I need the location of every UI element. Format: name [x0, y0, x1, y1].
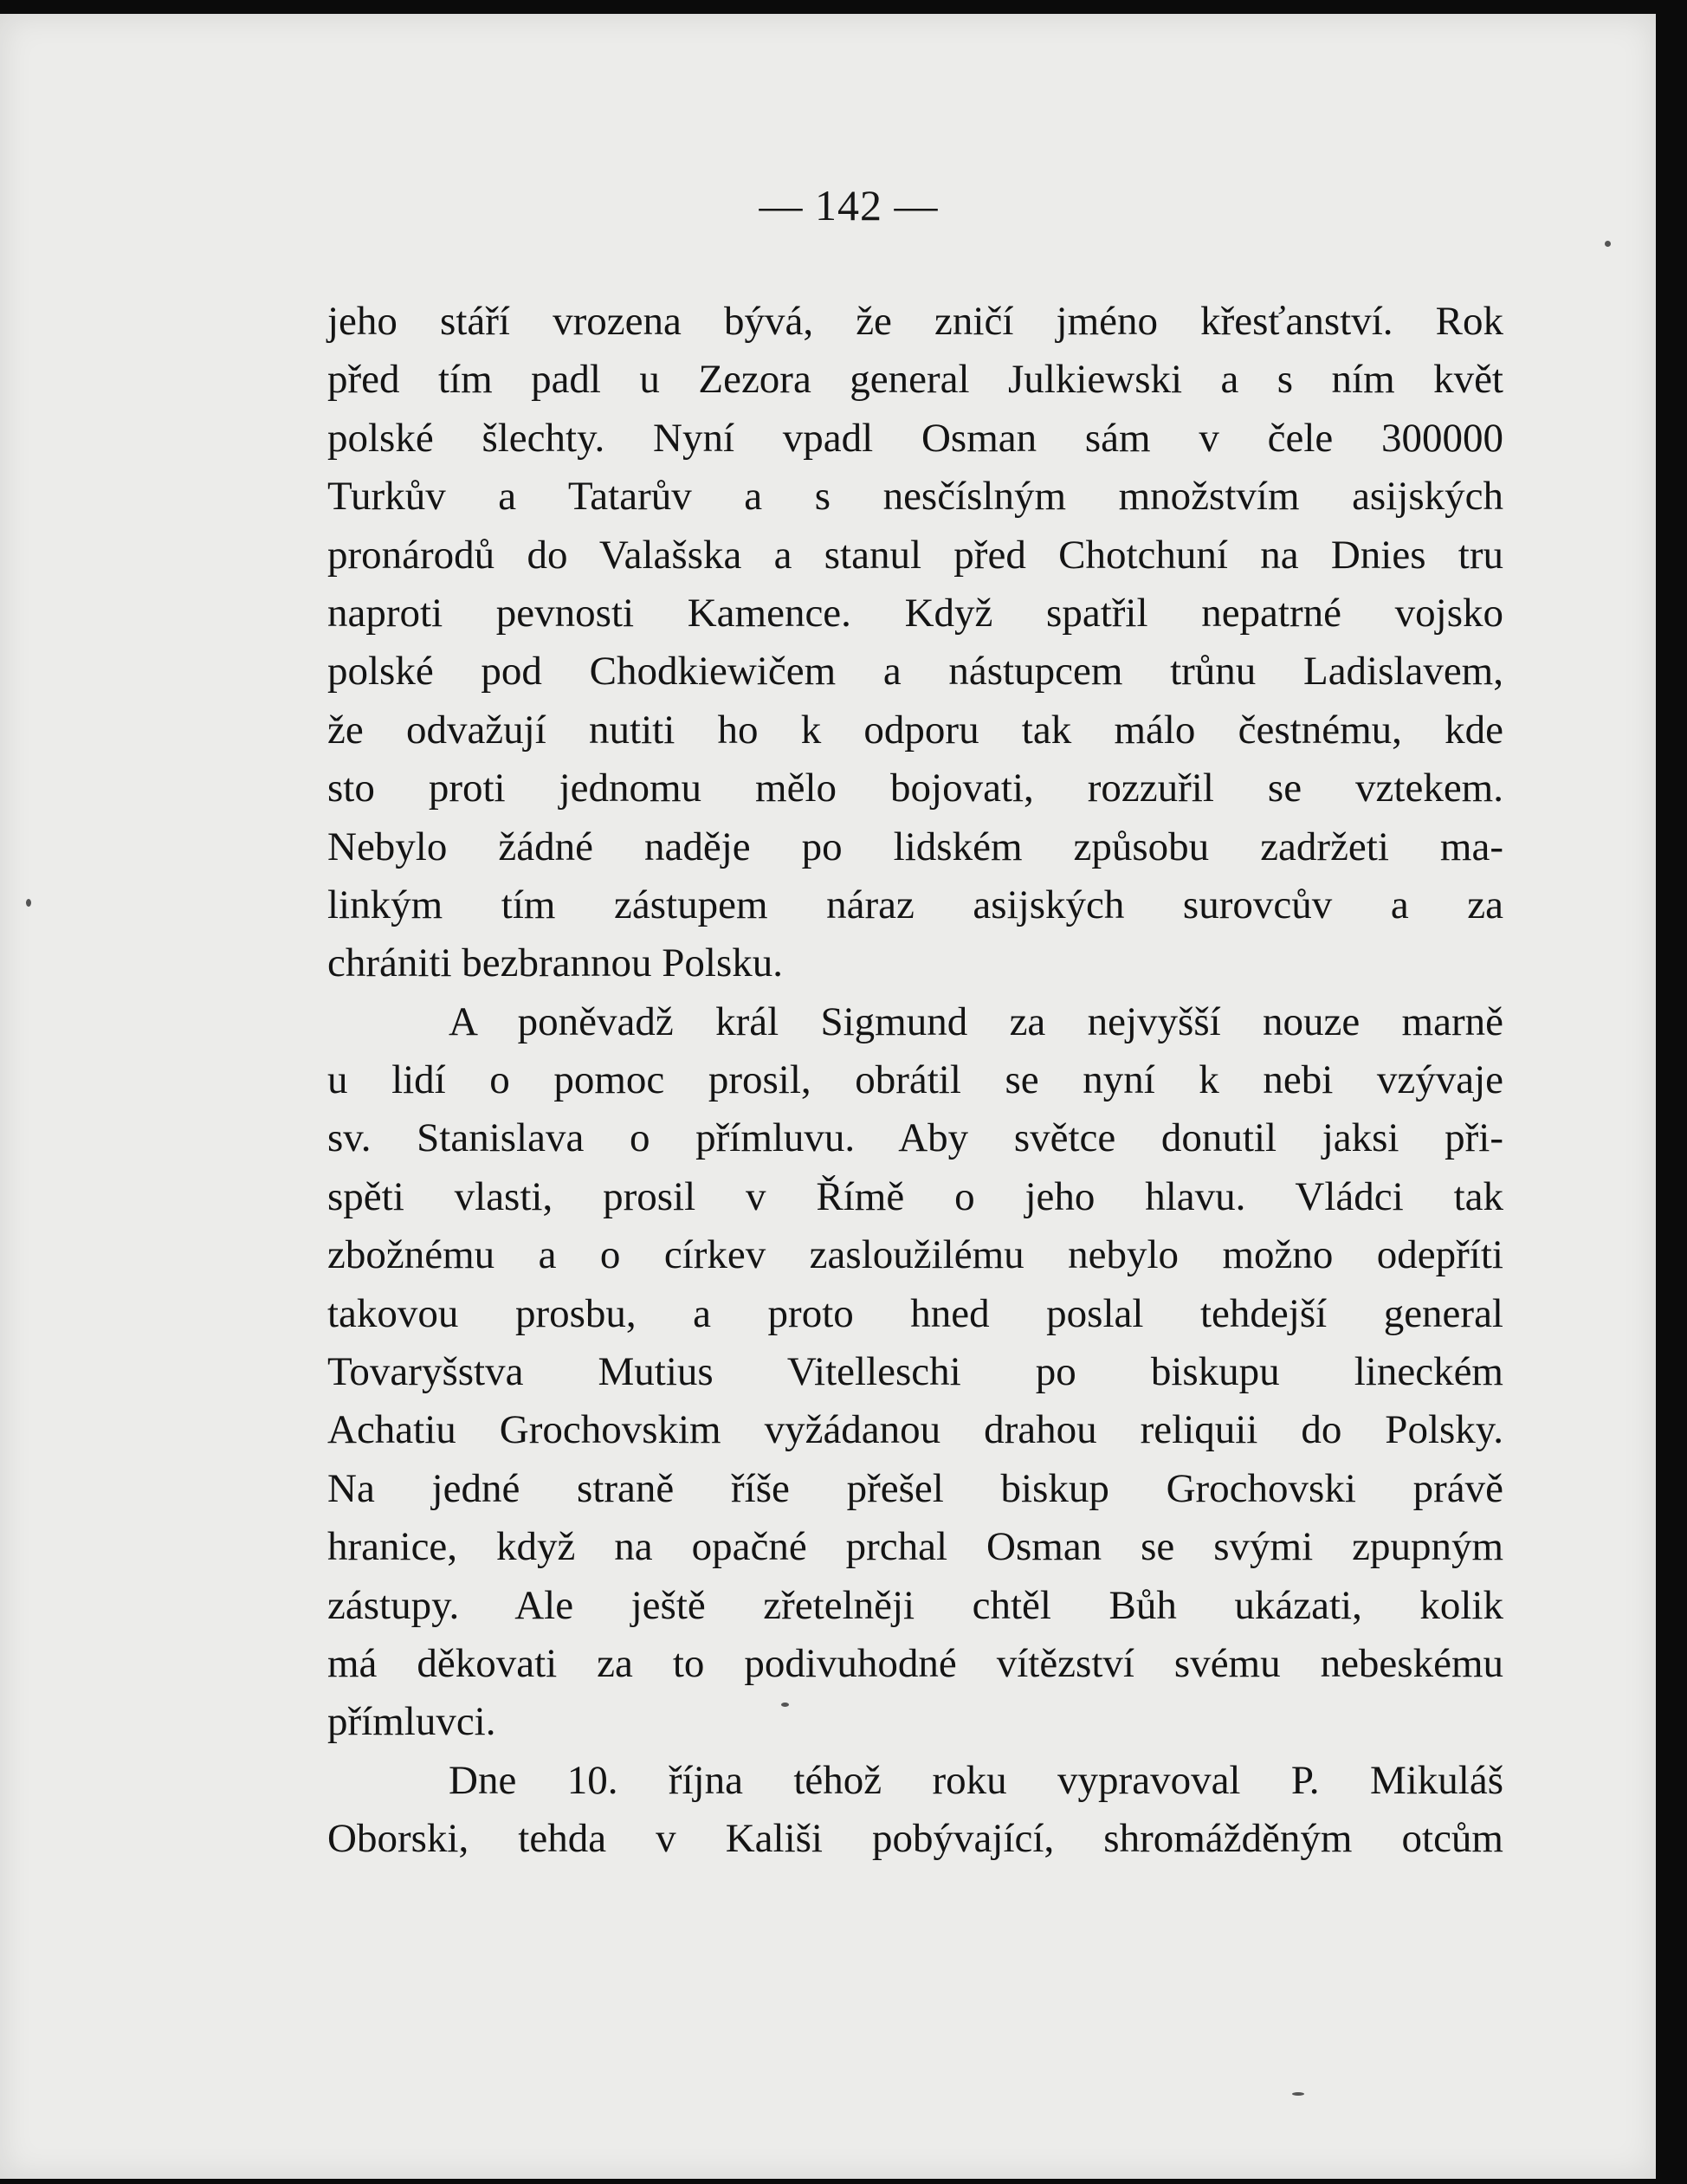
- text-line: sto proti jednomu mělo bojovati, rozzuřil se vztekem.: [327, 766, 1503, 811]
- paragraph-start-line: Dne 10. října téhož roku vypravoval P. Mikuláš: [449, 1757, 1503, 1803]
- ink-speck: [1605, 241, 1611, 247]
- text-line: polské pod Chodkiewičem a nástupcem trůnu Ladislavem,: [327, 649, 1503, 695]
- text-line: zástupy. Ale ještě zřetelněji chtěl Bůh ukázati, kolik: [327, 1582, 1503, 1628]
- body-text: [327, 293, 1503, 1869]
- paragraph-start-line: A poněvadž král Sigmund za nejvyšší nouze marně: [449, 998, 1503, 1044]
- paragraph-end-line: přímluvci.: [327, 1699, 496, 1745]
- text-line: Nebylo žádné naděje po lidském způsobu zadržeti ma-: [327, 824, 1503, 869]
- text-line: Oborski, tehda v Kališi pobývající, shromážděným otcům: [327, 1816, 1503, 1862]
- text-line: před tím padl u Zezora general Julkiewski a s ním květ: [327, 357, 1503, 403]
- text-line: linkým tím zástupem náraz asijských surovcův a za: [327, 882, 1503, 927]
- text-line: spěti vlasti, prosil v Římě o jeho hlavu. Vládci tak: [327, 1173, 1503, 1219]
- text-line: naproti pevnosti Kamence. Když spatřil nepatrné vojsko: [327, 590, 1503, 636]
- ink-speck: [1292, 2092, 1304, 2096]
- ink-speck: [781, 1703, 789, 1707]
- text-line: Turkův a Tatarův a s nesčíslným množstvím asijských: [327, 474, 1503, 520]
- text-line: zbožnému a o církev zasloužilému nebylo možno odepříti: [327, 1232, 1503, 1278]
- text-line: Achatiu Grochovskim vyžádanou drahou reliquii do Polsky.: [327, 1407, 1503, 1453]
- text-line: že odvažují nutiti ho k odporu tak málo čestnému, kde: [327, 707, 1503, 753]
- text-line: sv. Stanislava o přímluvu. Aby světce donutil jaksi při-: [327, 1115, 1503, 1161]
- text-line: má děkovati za to podivuhodné vítězství svému nebeskému: [327, 1640, 1503, 1686]
- page-number: — 142 —: [759, 181, 939, 229]
- text-line: jeho stáří vrozena bývá, že zničí jméno křesťanství. Rok: [327, 299, 1503, 344]
- text-line: hranice, když na opačné prchal Osman se svými zpupným: [327, 1524, 1503, 1570]
- ink-speck: [26, 899, 31, 907]
- text-line: polské šlechty. Nyní vpadl Osman sám v čele 300000: [327, 415, 1503, 461]
- paragraph-end-line: chrániti bezbrannou Polsku.: [327, 940, 784, 986]
- text-line: u lidí o pomoc prosil, obrátil se nyní k nebi vzývaje: [327, 1057, 1503, 1103]
- text-line: Tovaryšstva Mutius Vitelleschi po biskupu lineckém: [327, 1349, 1503, 1395]
- text-line: pronárodů do Valašska a stanul před Chotchuní na Dnies tru: [327, 532, 1503, 578]
- book-page: [0, 14, 1656, 2179]
- text-line: Na jedné straně říše přešel biskup Grochovski právě: [327, 1465, 1503, 1511]
- text-line: takovou prosbu, a proto hned poslal tehdejší general: [327, 1290, 1503, 1336]
